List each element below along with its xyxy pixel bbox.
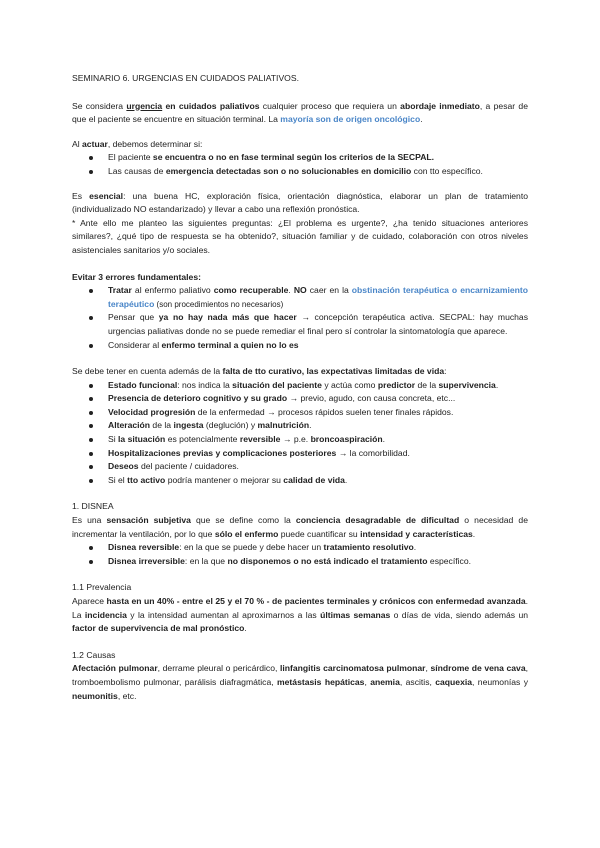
section-heading-prevalencia: 1.1 Prevalencia [72, 582, 132, 593]
errores-heading: Evitar 3 errores fundamentales: [72, 271, 201, 282]
errores-list [72, 284, 528, 352]
section-heading-disnea: 1. DISNEA [72, 501, 114, 512]
disnea-list [72, 541, 528, 568]
intro-paragraph: Se considera urgencia en cuidados paliativos cualquier proceso que requiera un abordaje inmediato, a pesar de que el paciente se encuentre en situación terminal. La mayoría son de origen oncológico. [72, 100, 528, 125]
list-item: Deseos del paciente / cuidadores. [72, 460, 528, 474]
factores-paragraph: Se debe tener en cuenta además de la falta de tto curativo, las expectativas limitadas de vida: [72, 366, 447, 377]
list-item: Disnea irreversible: en la que no disponemos o no está indicado el tratamiento específico. [72, 555, 528, 569]
list-item: Velocidad progresión de la enfermedad → procesos rápidos suelen tener finales rápidos. [72, 406, 528, 420]
list-item: Alteración de la ingesta (deglución) y malnutrición. [72, 419, 528, 433]
actuar-list [72, 151, 528, 178]
list-item: Pensar que ya no hay nada más que hacer → concepción terapéutica activa. SECPAL: hay muchas urgencias paliativas donde no se puede remediar el final pero sí controlar la sintomatología que aparece. [72, 311, 528, 338]
list-item: Si el tto activo podría mantener o mejorar su calidad de vida. [72, 474, 528, 488]
list-item: Las causas de emergencia detectadas son o no solucionables en domicilio con tto específico. [72, 165, 528, 179]
section-heading-causas: 1.2 Causas [72, 649, 116, 660]
list-item: El paciente se encuentra o no en fase terminal según los criterios de la SECPAL. [72, 151, 528, 165]
list-item: Hospitalizaciones previas y complicaciones posteriores → la comorbilidad. [72, 447, 528, 461]
list-item: Disnea reversible: en la que se puede y debe hacer un tratamiento resolutivo. [72, 541, 528, 555]
page-title: SEMINARIO 6. URGENCIAS EN CUIDADOS PALIATIVOS. [72, 73, 299, 83]
list-item: Considerar al enfermo terminal a quien no lo es [72, 339, 528, 353]
factores-list [72, 379, 528, 488]
list-item: Si la situación es potencialmente reversible → p.e. broncoaspiración. [72, 433, 528, 447]
questions-paragraph: * Ante ello me planteo las siguientes preguntas: ¿El problema es urgente?, ¿ha tenido situaciones anteriores similares?, ¿qué tipo de respuesta se ha obtenido?, situación familiar y de cuidado, colaboración con otros niveles asistenciales sanitarios y/o sociales. [72, 217, 528, 255]
esencial-paragraph: Es esencial: una buena HC, exploración física, orientación diagnóstica, elaborar un plan de tratamiento (individualizado NO estandarizado) y llevar a cabo una reflexión pronóstica. [72, 190, 528, 215]
list-item: Presencia de deterioro cognitivo y su grado → previo, agudo, con causa concreta, etc... [72, 392, 528, 406]
prevalencia-paragraph: Aparece hasta en un 40% - entre el 25 y el 70 % - de pacientes terminales y crónicos con enfermedad avanzada. La incidencia y la intensidad aumentan al aproximarnos a las últimas semanas o días de vida, siendo además un factor de supervivencia de mal pronóstico. [72, 596, 528, 634]
highlight-text: obstinación terapéutica o encarnizamiento terapéutico [108, 285, 529, 309]
disnea-paragraph: Es una sensación subjetiva que se define como la conciencia desagradable de dificultad o necesidad de incrementar la ventilación, por lo que sólo el enfermo puede cuantificar su intensidad y características. [72, 515, 528, 539]
list-item: Estado funcional: nos indica la situación del paciente y actúa como predictor de la supervivencia. [72, 379, 528, 393]
actuar-paragraph: Al actuar, debemos determinar si: [72, 138, 203, 149]
causas-paragraph: Afectación pulmonar, derrame pleural o pericárdico, linfangitis carcinomatosa pulmonar, síndrome de vena cava, tromboembolismo pulmonar, parálisis diafragmática, metástasis hepáticas, anemia, ascitis, caquexia, neumonías y neumonitis, etc. [72, 663, 529, 701]
list-item: Tratar al enfermo paliativo como recuperable. NO caer en la obstinación terapéutica o encarnizamiento terapéutico (son procedimientos no necesarios) [72, 284, 528, 311]
highlight-text: mayoría son de origen oncológico [280, 114, 421, 125]
